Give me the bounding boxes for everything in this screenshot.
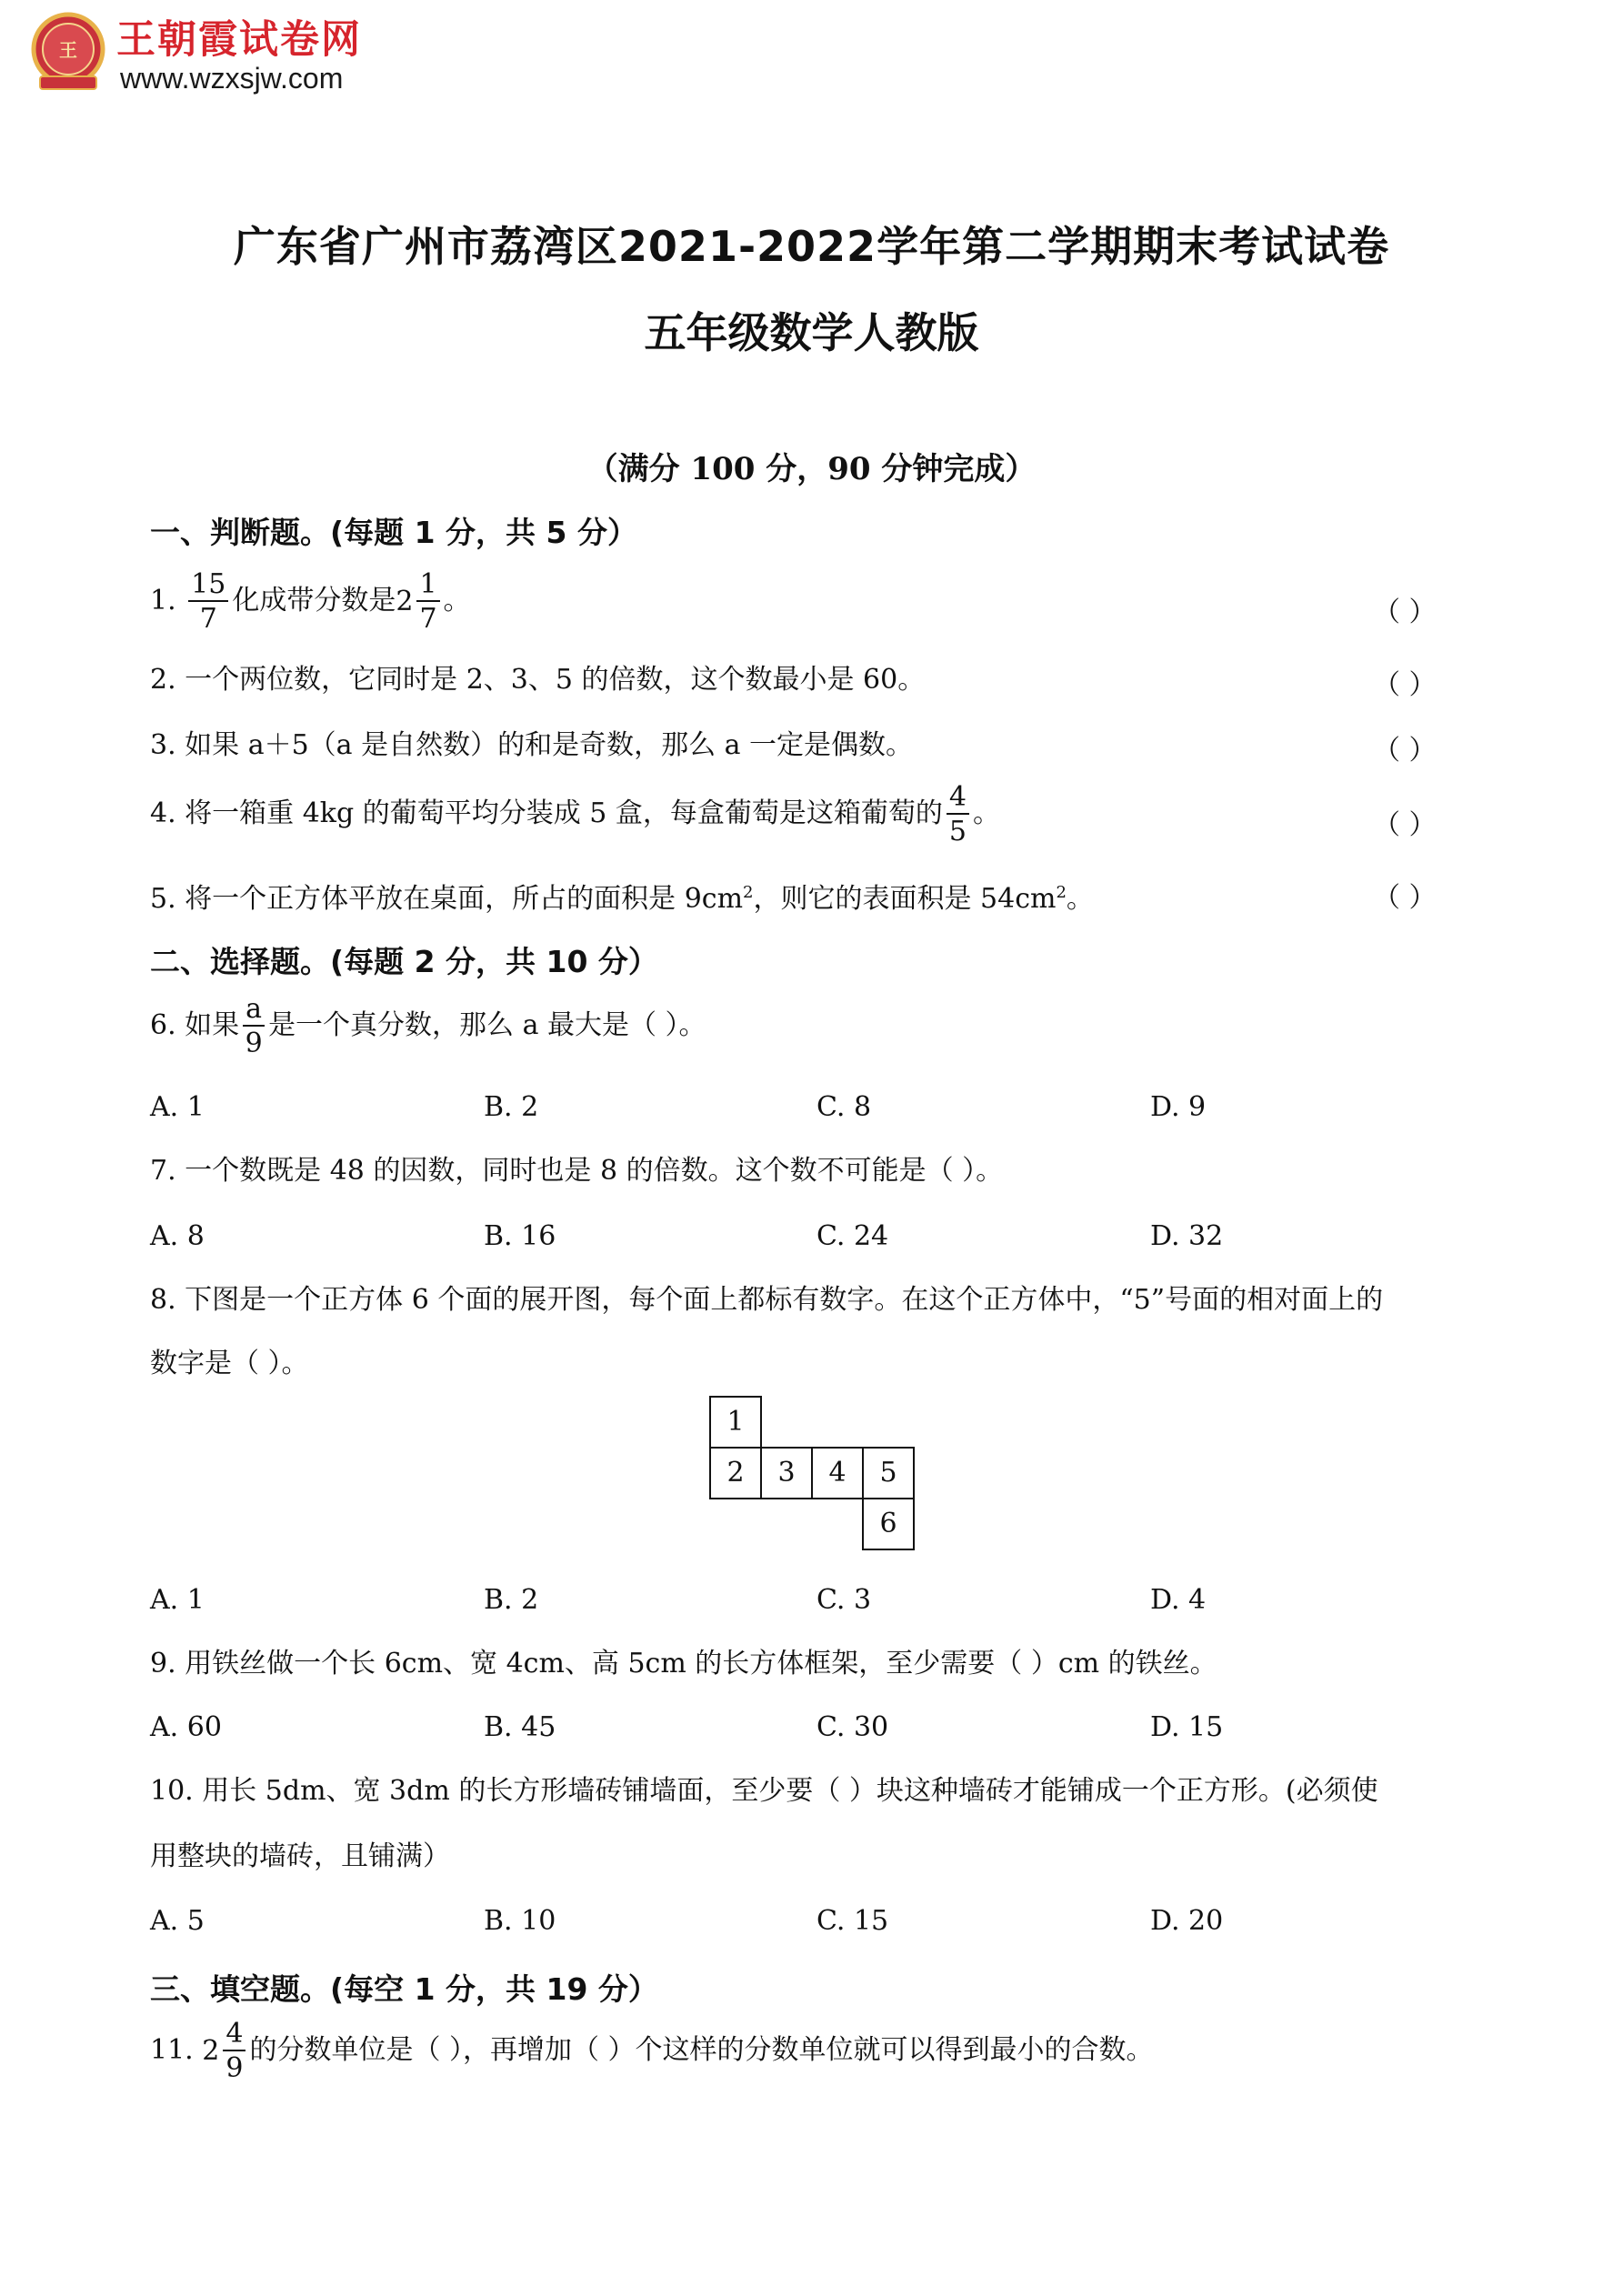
- fraction: $\frac{4}{5}$: [947, 784, 969, 846]
- question-9: 9. 用铁丝做一个长 6cm、宽 4cm、高 5cm 的长方体框架，至少需要（ ）cm 的铁丝。: [150, 1648, 1217, 1679]
- exam-title: 广东省广州市荔湾区2021-2022学年第二学期期末考试试卷: [233, 222, 1390, 271]
- section-1-heading: 一、判断题。(每题 1 分，共 5 分）: [150, 515, 637, 550]
- q9-option-c[interactable]: C. 30: [817, 1711, 889, 1743]
- answer-blank-4[interactable]: （ ）: [1373, 809, 1437, 841]
- q7-option-a[interactable]: A. 8: [150, 1220, 205, 1252]
- answer-blank-2[interactable]: （ ）: [1373, 669, 1437, 701]
- exam-meta: （满分 100 分，90 分钟完成）: [586, 451, 1037, 487]
- q7-option-b[interactable]: B. 16: [484, 1220, 556, 1252]
- q8-option-b[interactable]: B. 2: [484, 1584, 539, 1616]
- net-face-1: 1: [709, 1396, 762, 1449]
- fraction: $\frac{a}{9}$: [243, 996, 265, 1058]
- answer-blank-5[interactable]: （ ）: [1373, 882, 1437, 914]
- brand-url[interactable]: www.wzxsjw.com: [120, 62, 344, 95]
- cube-net: [709, 1396, 927, 1559]
- question-8-line-2: 数字是（ ）。: [150, 1348, 309, 1379]
- q6-option-d[interactable]: D. 9: [1150, 1091, 1207, 1123]
- q8-option-a[interactable]: A. 1: [150, 1584, 205, 1616]
- q10-option-c[interactable]: C. 15: [817, 1905, 889, 1937]
- q10-option-a[interactable]: A. 5: [150, 1905, 205, 1937]
- q6-option-c[interactable]: C. 8: [817, 1091, 872, 1123]
- question-5: 5. 将一个正方体平放在桌面，所占的面积是 $9cm^2$，则它的表面积是 $54cm^2$。: [150, 883, 1094, 915]
- net-face-6: 6: [862, 1498, 915, 1550]
- question-10-line-1: 10. 用长 5dm、宽 3dm 的长方形墙砖铺墙面，至少要（ ）块这种墙砖才能铺成一个正方形。(必须使: [150, 1775, 1378, 1807]
- fraction: $\frac{4}{9}$: [223, 2020, 245, 2082]
- q6-option-b[interactable]: B. 2: [484, 1091, 539, 1123]
- q9-option-b[interactable]: B. 45: [484, 1711, 556, 1743]
- question-1: 1. $\frac{15}{7}$ 化成带分数是2 $\frac{1}{7}$ 。: [150, 568, 471, 635]
- net-face-4: 4: [811, 1447, 864, 1499]
- fraction: $\frac{15}{7}$: [188, 571, 228, 633]
- question-6: 6. 如果 $\frac{a}{9}$ 是一个真分数，那么 a 最大是（ ）。: [150, 993, 706, 1059]
- section-2-heading: 二、选择题。(每题 2 分，共 10 分）: [150, 944, 658, 979]
- net-face-5: 5: [862, 1447, 915, 1499]
- net-face-2: 2: [709, 1447, 762, 1499]
- q7-option-d[interactable]: D. 32: [1150, 1220, 1224, 1252]
- answer-blank-1[interactable]: （ ）: [1373, 597, 1437, 628]
- brand-name: 王朝霞试卷网: [116, 17, 362, 63]
- fraction: $\frac{1}{7}$: [416, 571, 439, 633]
- q8-option-c[interactable]: C. 3: [817, 1584, 872, 1616]
- q6-option-a[interactable]: A. 1: [150, 1091, 205, 1123]
- question-8-line-1: 8. 下图是一个正方体 6 个面的展开图，每个面上都标有数字。在这个正方体中，“5”号面的相对面上的: [150, 1284, 1384, 1316]
- net-face-3: 3: [760, 1447, 813, 1499]
- answer-blank-3[interactable]: （ ）: [1373, 735, 1437, 767]
- q8-option-d[interactable]: D. 4: [1150, 1584, 1207, 1616]
- q9-option-d[interactable]: D. 15: [1150, 1711, 1224, 1743]
- exam-subtitle: 五年级数学人教版: [644, 308, 979, 357]
- question-10-line-2: 用整块的墙砖，且铺满）: [150, 1840, 450, 1872]
- q9-option-a[interactable]: A. 60: [150, 1711, 222, 1743]
- question-2: 2. 一个两位数，它同时是 2、3、5 的倍数，这个数最小是 60。: [150, 664, 926, 696]
- q10-option-d[interactable]: D. 20: [1150, 1905, 1224, 1937]
- q7-option-c[interactable]: C. 24: [817, 1220, 889, 1252]
- section-3-heading: 三、填空题。(每空 1 分，共 19 分）: [150, 1971, 658, 2007]
- question-11: 11. 2 $\frac{4}{9}$ 的分数单位是（ ），再增加（ ）个这样的分数单位就可以得到最小的合数。: [150, 2018, 1154, 2084]
- q10-option-b[interactable]: B. 10: [484, 1905, 556, 1937]
- brand-logo: [27, 11, 109, 93]
- question-7: 7. 一个数既是 48 的因数，同时也是 8 的倍数。这个数不可能是（ ）。: [150, 1155, 1004, 1187]
- question-4: 4. 将一箱重 4kg 的葡萄平均分装成 5 盒，每盒葡萄是这箱葡萄的 $\frac{4}{5}$ 。: [150, 781, 1000, 847]
- question-3: 3. 如果 a＋5（a 是自然数）的和是奇数，那么 a 一定是偶数。: [150, 729, 914, 761]
- svg-text:王: 王: [59, 39, 77, 61]
